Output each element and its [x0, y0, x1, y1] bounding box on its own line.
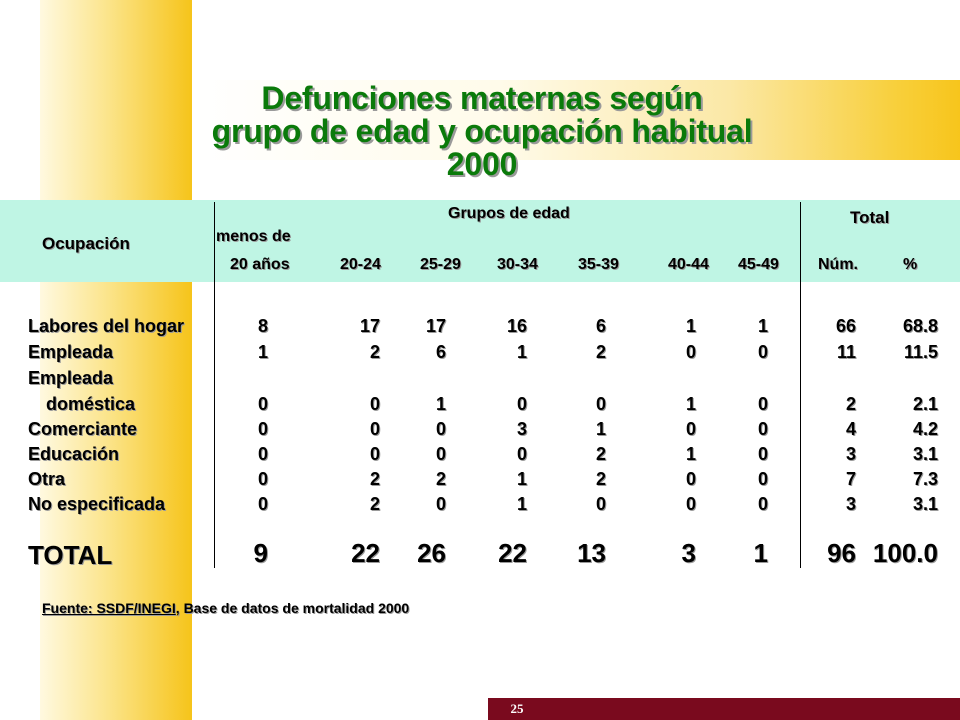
- table-cell: 17: [425, 316, 446, 336]
- row-label-empleada-domestica-1: Empleada: [28, 368, 114, 388]
- header-col-menos-de: menos de: [216, 228, 291, 245]
- table-cell: 0: [685, 419, 696, 439]
- table-cell: 1: [757, 316, 768, 336]
- header-col-num: Núm.: [818, 256, 858, 273]
- table-cell: 3: [516, 419, 527, 439]
- header-col-30-34: 30-34: [497, 256, 538, 273]
- table-cell: 0: [435, 494, 446, 514]
- total-cell: 100.0: [872, 538, 938, 568]
- header-total: Total: [850, 208, 890, 227]
- table-cell: 6: [435, 342, 446, 362]
- total-cell: 13: [577, 538, 606, 568]
- table-cell: 0: [369, 419, 380, 439]
- table-cell: 8: [257, 316, 268, 336]
- table-cell: 0: [257, 494, 268, 514]
- header-col-40-44: 40-44: [668, 256, 709, 273]
- table-cell: 1: [257, 342, 268, 362]
- table-cell: 0: [685, 342, 696, 362]
- total-cell: 3: [681, 538, 696, 568]
- table-cell: 7.3: [912, 469, 938, 489]
- table-cell: 0: [257, 419, 268, 439]
- table-cell: 1: [516, 342, 527, 362]
- table-cell: 1: [685, 394, 696, 414]
- table-cell: 0: [257, 444, 268, 464]
- table-cell: 3: [845, 494, 856, 514]
- row-label-educacion: Educación: [28, 444, 120, 464]
- table-cell: 0: [257, 394, 268, 414]
- source-org: Fuente: SSDF/INEGI: [42, 600, 176, 616]
- table-cell: 2: [369, 469, 380, 489]
- total-cell: 96: [827, 538, 856, 568]
- total-cell: 22: [351, 538, 380, 568]
- table-cell: 16: [506, 316, 527, 336]
- table-cell: 2: [595, 342, 606, 362]
- table-cell: 0: [516, 444, 527, 464]
- row-label-empleada: Empleada: [28, 342, 114, 362]
- total-cell: 1: [753, 538, 768, 568]
- table-cell: 3.1: [912, 444, 938, 464]
- table-cell: 0: [369, 394, 380, 414]
- table-cell: 7: [845, 469, 856, 489]
- total-cell: 26: [417, 538, 446, 568]
- header-col-20-24: 20-24: [340, 256, 381, 273]
- table-cell: 0: [435, 419, 446, 439]
- table-cell: 0: [685, 469, 696, 489]
- table-cell: 0: [757, 444, 768, 464]
- table-cell: 1: [435, 394, 446, 414]
- table-cell: 2: [595, 444, 606, 464]
- table-cell: 0: [257, 469, 268, 489]
- table-cell: 1: [516, 469, 527, 489]
- title-line-3: 2000: [446, 146, 518, 182]
- table-cell: 2: [845, 394, 856, 414]
- row-label-labores-del-hogar: Labores del hogar: [28, 316, 185, 336]
- table-cell: 68.8: [902, 316, 938, 336]
- row-label-no-especificada: No especificada: [28, 494, 166, 514]
- table-cell: 0: [516, 394, 527, 414]
- table-cell: 2.1: [912, 394, 938, 414]
- header-col-35-39: 35-39: [578, 256, 619, 273]
- table-cell: 0: [757, 394, 768, 414]
- table-cell: 2: [369, 494, 380, 514]
- footer-bar: [488, 698, 960, 720]
- source-note: [42, 600, 409, 616]
- table-cell: 11.5: [903, 342, 938, 362]
- title-line-1: Defunciones maternas según: [261, 80, 703, 116]
- total-cell: 22: [498, 538, 527, 568]
- table-cell: 4: [845, 419, 856, 439]
- header-col-percent: %: [903, 256, 918, 273]
- table-cell: 2: [595, 469, 606, 489]
- table-cell: 0: [595, 394, 606, 414]
- title-line-2: grupo de edad y ocupación habitual: [211, 113, 753, 149]
- table-cell: 6: [595, 316, 606, 336]
- table-cell: 2: [435, 469, 446, 489]
- table-cell: 11: [836, 342, 856, 362]
- header-age-groups: Grupos de edad: [448, 205, 570, 222]
- table-cell: 1: [685, 316, 696, 336]
- table-cell: 66: [835, 316, 856, 336]
- table-cell: 17: [359, 316, 380, 336]
- table-cell: 0: [757, 469, 768, 489]
- table-cell: 3.1: [912, 494, 938, 514]
- table-cell: 3: [845, 444, 856, 464]
- table-cell: 4.2: [912, 419, 938, 439]
- row-label-comerciante: Comerciante: [28, 419, 138, 439]
- header-col-45-49: 45-49: [738, 256, 779, 273]
- header-col-20-anos: 20 años: [230, 256, 290, 273]
- page-number: 25: [510, 701, 524, 716]
- header-col-25-29: 25-29: [420, 256, 461, 273]
- table-cell: 0: [757, 494, 768, 514]
- table-cell: 2: [369, 342, 380, 362]
- row-label-empleada-domestica-2: doméstica: [46, 394, 136, 414]
- slide-title: [192, 82, 772, 181]
- table-cell: 0: [757, 342, 768, 362]
- row-label-total: TOTAL: [28, 540, 113, 570]
- table-cell: 1: [685, 444, 696, 464]
- header-occupation: Ocupación: [42, 234, 130, 253]
- source-rest: , Base de datos de mortalidad 2000: [175, 600, 410, 616]
- table-cell: 0: [595, 494, 606, 514]
- table-cell: 0: [369, 444, 380, 464]
- table-cell: 0: [757, 419, 768, 439]
- table-cell: 0: [685, 494, 696, 514]
- row-label-otra: Otra: [28, 469, 66, 489]
- total-cell: 9: [253, 538, 268, 568]
- table-cell: 1: [595, 419, 606, 439]
- table-cell: 1: [516, 494, 527, 514]
- table-cell: 0: [435, 444, 446, 464]
